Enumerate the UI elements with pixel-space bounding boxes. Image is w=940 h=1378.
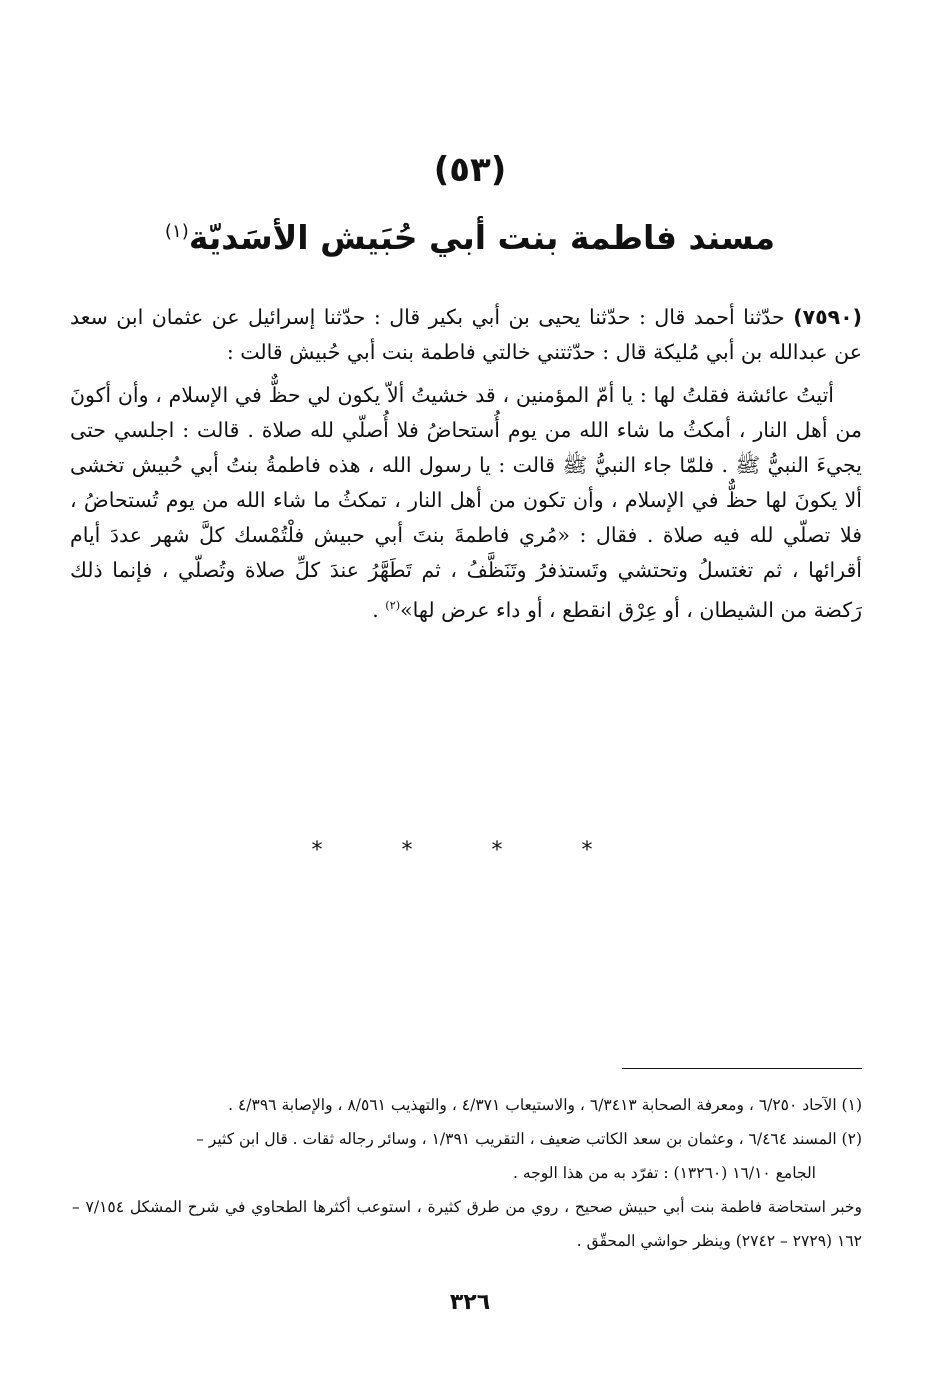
- hadith-matn-paragraph: [70, 378, 862, 628]
- page-number: ٣٢٦: [449, 1290, 491, 1315]
- footnote-marker-2: (٢): [385, 599, 401, 612]
- footnote-2-continuation: الجامع ١٦/١٠ (١٣٢٦٠) : تفرّد به من هذا الوجه .: [513, 1164, 816, 1182]
- footnote-marker-1: (١): [164, 221, 189, 242]
- chapter-title: [80, 218, 860, 257]
- footnotes: [72, 1088, 862, 1258]
- chapter-title-text: مسند فاطمة بنت أبي حُبَيش الأسَديّة: [188, 218, 776, 257]
- hadith-number: (٧٥٩٠): [793, 305, 862, 329]
- hadith-isnad: حدّثنا أحمد قال : حدّثنا يحيى بن أبي بكير قال : حدّثنا إسرائيل عن عثمان ابن سعد عن عبدالله بن أبي مُليكة قال : حدّثتني خالتي فاطمة بنت أبي حُبيش قالت :: [70, 305, 862, 364]
- footnote-1: (١) الآحاد ٦/٢٥٠ ، ومعرفة الصحابة ٦/٣٤١٣ ، والاستيعاب ٤/٣٧١ ، والتهذيب ٨/٥٦١ ، والإصابة ٤/٣٩٦ .: [228, 1096, 862, 1114]
- chapter-number: (٥٣): [433, 150, 507, 190]
- hadith-matn: أتيتُ عائشة فقلتُ لها : يا أمّ المؤمنين ، قد خشيتُ ألاّ يكون لي حظٌّ في الإسلام ، وأن أكونَ من أهل النار ، أمكثُ ما شاء الله من يوم أُستحاضُ فلا أُصلّي لله صلاة . قالت : اجلسي حتى يجيءَ النبيُّ ﷺ . فلمّا جاء النبيُّ ﷺ قالت : يا رسول الله ، هذه فاطمةُ بنتُ أبي حُبيش تخشى ألا يكونَ لها حظٌّ في الإسلام ، وأن تكون من أهل النار ، تمكثُ ما شاء الله من يوم تُستحاضُ ، فلا تصلّي لله فيه صلاة . فقال : «مُري فاطمةَ بنتَ أبي حبيش فلْتُمْسك كلَّ شهر عددَ أيام أقرائها ، ثم تغتسلُ وتحتشي وتَستذفرُ وتَنَظَّفُ ، ثم تَطَهَّرُ عندَ كلِّ صلاة وتُصلّي ، فإنما ذلك رَكضة من الشيطان ، أو عِرْق انقطع ، أو داء عرض لها»: [70, 383, 862, 622]
- footnote-divider: [622, 1068, 862, 1069]
- footnote-2: (٢) المسند ٦/٤٦٤ ، وعثمان بن سعد الكاتب ضعيف ، التقريب ١/٣٩١ ، وسائر رجاله ثقات . قال ابن كثير –: [196, 1130, 862, 1148]
- footnote-2-note: وخبر استحاضة فاطمة بنت أبي حبيش صحيح ، روي من طرق كثيرة ، استوعب أكثرها الطحاوي في شرح المشكل ٧/١٥٤ – ١٦٢ (٢٧٢٩ – ٢٧٤٢) وينظر حواشي المحقّق .: [72, 1198, 863, 1250]
- section-separator: * * * *: [311, 838, 629, 863]
- hadith-isnad-paragraph: [70, 300, 862, 370]
- hadith-body: [70, 300, 862, 628]
- hadith-matn-end: .: [372, 597, 386, 622]
